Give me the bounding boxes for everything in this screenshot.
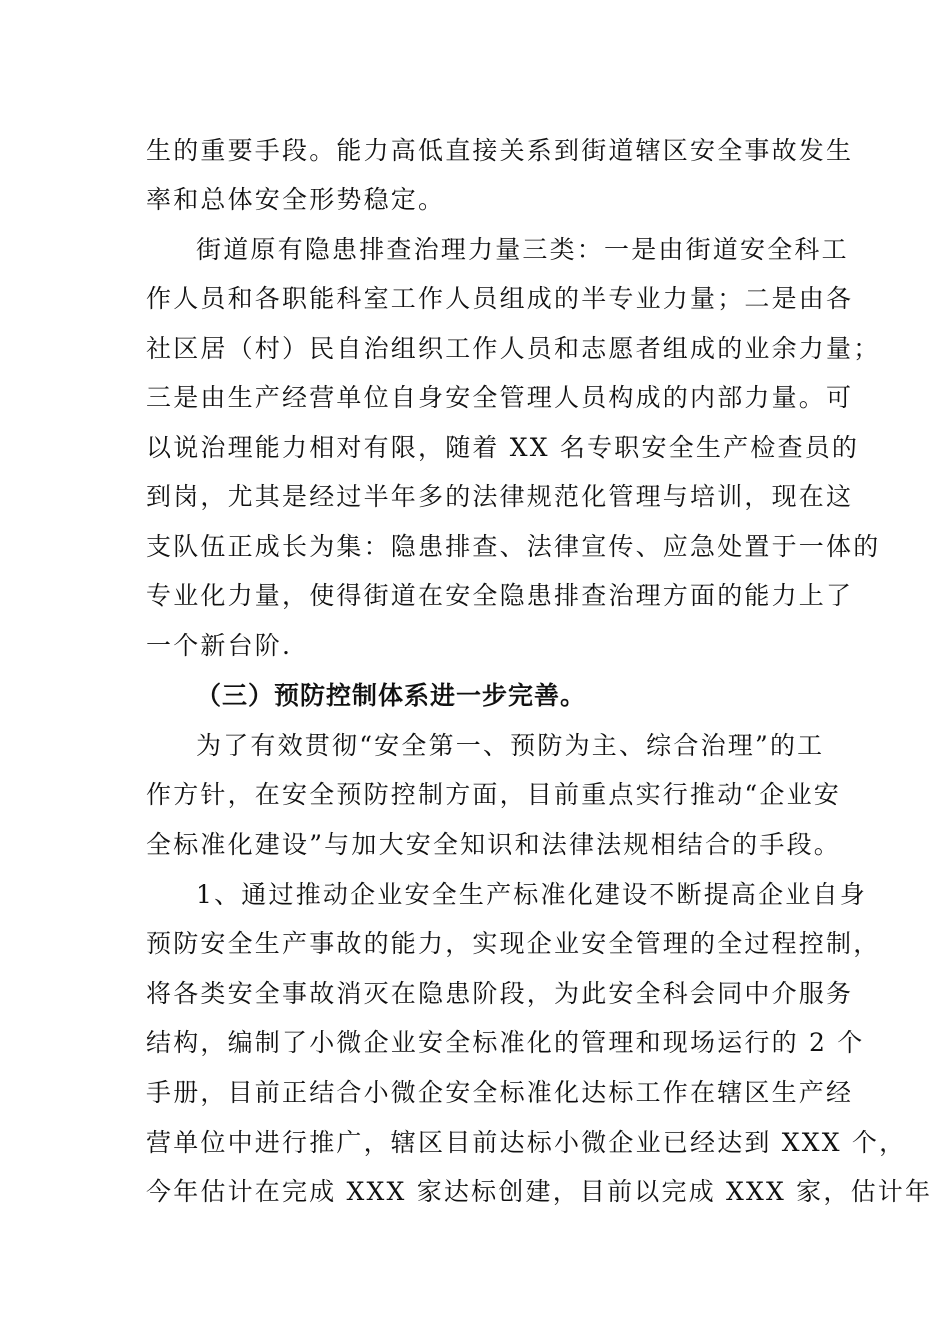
text-line: 结构，编制了小微企业安全标准化的管理和现场运行的 2 个 [146,1028,865,1057]
text-line: 到岗，尤其是经过半年多的法律规范化管理与培训，现在这 [146,482,854,511]
text-line: 作人员和各职能科室工作人员组成的半专业力量；二是由各 [146,284,854,313]
text-line: 三是由生产经营单位自身安全管理人员构成的内部力量。可 [146,383,854,412]
text-line: 全标准化建设”与加大安全知识和法律法规相结合的手段。 [146,830,841,859]
text-line: 作方针，在安全预防控制方面，目前重点实行推动“企业安 [146,780,841,809]
paragraph-start-line: 街道原有隐患排查治理力量三类：一是由街道安全科工 [196,235,849,264]
text-line: 手册，目前正结合小微企安全标准化达标工作在辖区生产经 [146,1078,854,1107]
text-line: 营单位中进行推广，辖区目前达标小微企业已经达到 XXX 个， [146,1128,907,1157]
text-line: 预防安全生产事故的能力，实现企业安全管理的全过程控制， [146,929,881,958]
paragraph-start-line: 1、通过推动企业安全生产标准化建设不断提高企业自身 [196,880,867,909]
paragraph-start-line: 为了有效贯彻“安全第一、预防为主、综合治理”的工 [196,731,825,760]
text-line: 一个新台阶. [146,631,293,660]
text-line: 将各类安全事故消灭在隐患阶段，为此安全科会同中介服务 [146,979,854,1008]
text-line: 生的重要手段。能力高低直接关系到街道辖区安全事故发生 [146,136,854,165]
text-line: 率和总体安全形势稳定。 [146,185,446,214]
text-line: 今年估计在完成 XXX 家达标创建，目前以完成 XXX 家，估计年 [146,1177,933,1206]
text-line: 以说治理能力相对有限，随着 XX 名专职安全生产检查员的 [146,433,860,462]
text-line: 社区居（村）民自治组织工作人员和志愿者组成的业余力量； [146,334,881,363]
text-line: 专业化力量，使得街道在安全隐患排查治理方面的能力上了 [146,581,854,610]
text-line: 支队伍正成长为集：隐患排查、法律宣传、应急处置于一体的 [146,532,881,561]
section-heading: （三）预防控制体系进一步完善。 [196,681,587,710]
